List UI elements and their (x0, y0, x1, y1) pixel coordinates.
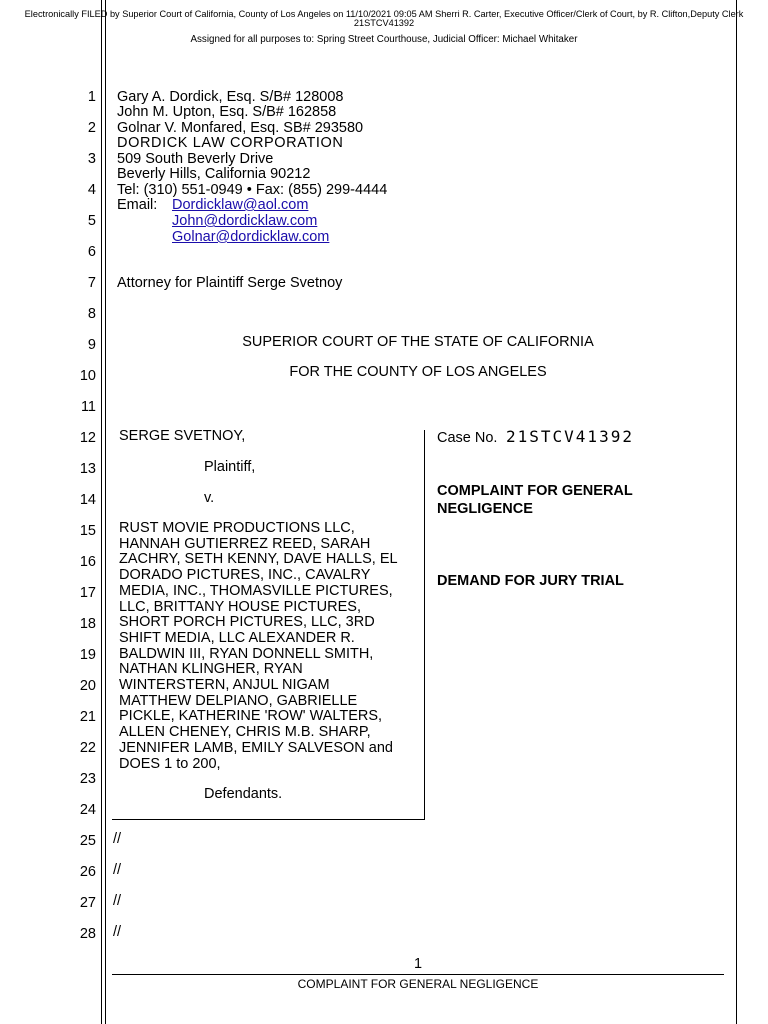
defendant-line: LLC, BRITTANY HOUSE PICTURES, (119, 598, 361, 615)
attorney-line: Gary A. Dordick, Esq. S/B# 128008 (117, 89, 344, 105)
attorney-for: Attorney for Plaintiff Serge Svetnoy (117, 275, 343, 291)
line-number: 9 (87, 337, 96, 353)
continuation-slash: // (113, 862, 122, 878)
continuation-slash: // (113, 831, 122, 847)
line-number: 21 (79, 709, 96, 725)
plaintiff-name: SERGE SVETNOY, (119, 428, 246, 444)
complaint-title-line2: NEGLIGENCE (437, 501, 533, 517)
jury-demand: DEMAND FOR JURY TRIAL (437, 573, 624, 589)
line-number: 4 (87, 182, 96, 198)
court-name-line2: FOR THE COUNTY OF LOS ANGELES (289, 364, 547, 380)
line-number: 23 (79, 771, 96, 787)
filing-stamp: Electronically FILED by Superior Court of California, County of Los Angeles on 11/10/2021 09:05 AM Sherri R. Carter, Executive Officer/Clerk of Court, by R. Clifton,Deputy Clerk (24, 9, 744, 19)
case-number-label: Case No. (437, 430, 498, 446)
defendant-line: MATTHEW DELPIANO, GABRIELLE (119, 692, 358, 709)
versus: v. (204, 490, 215, 506)
defendant-line: ZACHRY, SETH KENNY, DAVE HALLS, EL (119, 551, 398, 568)
defendant-line: BALDWIN III, RYAN DONNELL SMITH, (119, 645, 374, 662)
continuation-slash: // (113, 924, 122, 940)
line-number: 19 (79, 647, 96, 663)
caption-box-bottom-rule (112, 819, 425, 820)
line-number: 2 (87, 120, 96, 136)
footer-title: COMPLAINT FOR GENERAL NEGLIGENCE (297, 977, 539, 991)
left-margin-rule-2 (105, 0, 106, 1024)
line-number: 11 (80, 399, 96, 415)
line-number: 7 (87, 275, 96, 291)
defendant-line: DOES 1 to 200, (119, 755, 221, 772)
page-number: 1 (413, 956, 423, 972)
defendant-line: NATHAN KLINGHER, RYAN (119, 661, 303, 678)
right-margin-rule (736, 0, 737, 1024)
firm-phone-fax: Tel: (310) 551-0949 • Fax: (855) 299-4444 (117, 182, 388, 198)
line-number: 18 (79, 616, 96, 632)
defendant-line: SHORT PORCH PICTURES, LLC, 3RD (119, 614, 375, 631)
defendant-line: WINTERSTERN, ANJUL NIGAM (119, 677, 330, 693)
left-margin-rule-1 (101, 0, 102, 1024)
defendant-line: SHIFT MEDIA, LLC ALEXANDER R. (119, 629, 355, 646)
email-link-john[interactable]: John@dordicklaw.com (172, 213, 318, 229)
continuation-slash: // (113, 893, 122, 909)
line-number: 24 (79, 802, 96, 818)
line-number: 10 (79, 368, 96, 384)
line-number: 15 (79, 523, 96, 539)
defendant-line: PICKLE, KATHERINE 'ROW' WALTERS, (119, 708, 383, 725)
plaintiff-role: Plaintiff, (204, 459, 256, 475)
line-number: 16 (79, 554, 96, 570)
footer-rule (112, 974, 724, 975)
attorney-line: John M. Upton, Esq. S/B# 162858 (117, 104, 337, 120)
line-number: 3 (87, 151, 96, 167)
attorney-line: Golnar V. Monfared, Esq. SB# 293580 (117, 120, 364, 136)
defendant-line: RUST MOVIE PRODUCTIONS LLC, (119, 520, 355, 536)
line-number: 28 (79, 926, 96, 942)
complaint-title-line1: COMPLAINT FOR GENERAL (437, 483, 633, 499)
line-number: 14 (79, 492, 96, 508)
case-number: 21STCV41392 (506, 427, 634, 446)
defendant-line: JENNIFER LAMB, EMILY SALVESON and (119, 739, 393, 756)
line-number: 12 (79, 430, 96, 446)
defendants-role: Defendants. (204, 786, 283, 802)
defendant-line: HANNAH GUTIERREZ REED, SARAH (119, 535, 371, 552)
line-number: 6 (87, 244, 96, 260)
firm-address-street: 509 South Beverly Drive (117, 151, 274, 167)
firm-name: DORDICK LAW CORPORATION (117, 135, 344, 151)
email-link-golnar[interactable]: Golnar@dordicklaw.com (172, 229, 330, 245)
line-number: 20 (79, 678, 96, 694)
defendant-line: DORADO PICTURES, INC., CAVALRY (119, 567, 371, 584)
line-number: 17 (79, 585, 96, 601)
line-number: 27 (79, 895, 96, 911)
line-number: 13 (79, 461, 96, 477)
line-number: 8 (87, 306, 96, 322)
email-link-dordicklaw[interactable]: Dordicklaw@aol.com (172, 197, 309, 213)
defendant-line: ALLEN CHENEY, CHRIS M.B. SHARP, (119, 724, 371, 741)
firm-address-city: Beverly Hills, California 90212 (117, 166, 311, 182)
filing-case-number: 21STCV41392 (353, 18, 415, 28)
assignment-notice: Assigned for all purposes to: Spring Street Courthouse, Judicial Officer: Michael Whitaker (190, 34, 578, 45)
line-number: 25 (79, 833, 96, 849)
line-number: 1 (87, 89, 96, 105)
caption-box-right-rule (424, 430, 425, 820)
court-name-line1: SUPERIOR COURT OF THE STATE OF CALIFORNIA (242, 334, 594, 350)
line-number: 22 (79, 740, 96, 756)
email-label: Email: (117, 197, 158, 213)
defendant-line: MEDIA, INC., THOMASVILLE PICTURES, (119, 582, 393, 599)
line-number: 26 (79, 864, 96, 880)
line-number: 5 (87, 213, 96, 229)
